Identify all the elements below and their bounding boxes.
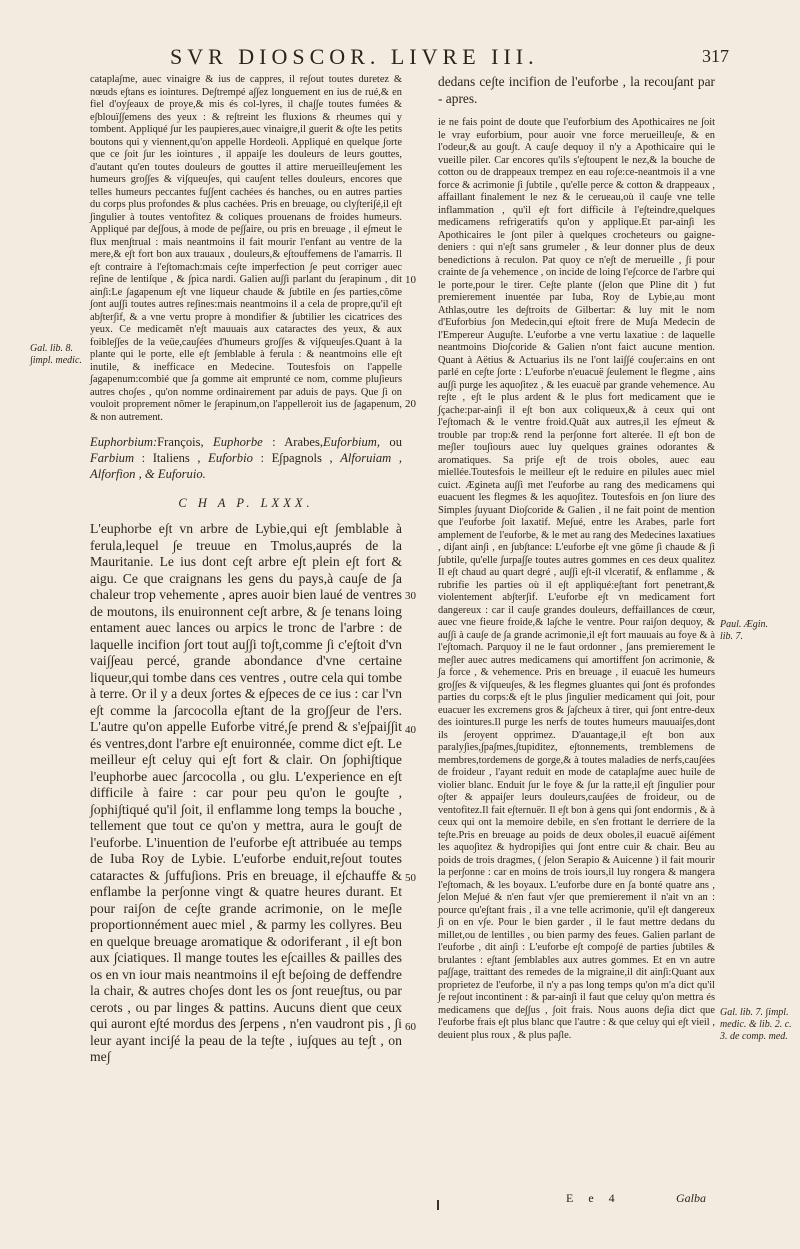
synonyms-part-4: Euforbium, bbox=[323, 435, 381, 449]
right-intro: dedans ce∫te incifion de l'euforbe , la recou∫ant par - apres. bbox=[438, 74, 715, 106]
chapter-text: L'euphorbe e∫t vn arbre de Lybie,qui e∫t ∫emblable à ferula,lequel ∫e treuue en Tmolus,auprés de la Mauritanie. Le ius dont ce∫t arbre e∫t plein e∫t fort & aigu. Ce que craignans les gens du pays,à cau∫e de ∫a chaleur trop vehemente , apres auoir bien laué de ventres de moutons, ils enuironnent ce∫t arbre, & ∫e tenans loing entament auec lances ou arpics le tronc de l'arbre : de laquelle incifion ∫ort tout au∫∫i to∫t,comme ∫i c'e∫toit d'vn vai∫∫eau percé, grande abondance d'vne certaine liqueur,qui tombe dans ces ventres , outre cela qui tombe à terre. Or il y a deux ∫ortes & e∫peces de ce ius : car l'vn e∫t comme la ∫arcocolla e∫tant de la gro∫∫eur de l'ers. L'autre qu'on appelle Euforbe vitré,∫e prend & s'e∫pai∫∫it és ventres,dont l'arbre e∫t enuironnée, comme dict e∫t. Le meilleur e∫t celuy qui e∫t fort & clair. On ∫ophi∫tique l'euphorbe auec ∫arcocolla , ou glu. L'experience en e∫t difficile à faire : car pour peu qu'on le gou∫te , ∫ophi∫tiqué qu'il ∫oit, il enflamme long temps la bouche , tellement que tout ce qu'on y mettra, aura le gou∫t de l'euforbe. L'inuention de l'euforbe e∫t attribuée au temps de Iuba Roy de Lybie. L'euforbe enduit,re∫out toutes cataractes & ∫uffu∫ions. Pris en breuage, il e∫chauffe & enflambe la per∫onne vingt & quatre heures durant. Et pour rai∫on de ce∫te grande acrimonie, on le me∫le proportionnément auec miel , & parmy les collyres. Beu en quelque breuage aromatique & odoriferant , il e∫t bon aux ∫ciatiques. Il mange toutes les e∫cailles & pailles des os en vn iour mais neantmoins il e∫t be∫oing de deffendre la chair, & autres cho∫es dont les os ∫ont reue∫tus, ou par cerots , ou par linges & pattins. Aucuns dient que ceux qui auront e∫té mordus des ∫erpens , n'en vaudront pis , ∫i leur ayant inci∫é la peau de la te∫te , iu∫ques au te∫t , on me∫ bbox=[90, 521, 402, 1064]
synonyms-part-7: : Italiens , bbox=[134, 451, 209, 465]
right-margin-note-2: Gal. lib. 7. ∫impl. medic. & lib. 2. c. 3. de comp. med. bbox=[720, 1007, 792, 1042]
synonyms-part-10: Alforuiam , Alforfion , & Euforuio. bbox=[90, 451, 403, 481]
synonyms-part-5: ou bbox=[380, 435, 402, 449]
right-commentary: ie ne fais point de doute que l'euforbium des Apothicaires ne ∫oit le vray euforbium, pour auoir vne force merueilleu∫e, & en l'odeur,& au gou∫t. A cau∫e dequoy il n'y a Apothicaire qui le vueille piler. Car encores qu'ils s'e∫toupent le nez,& la bouche de cotton ou de drappeaux trempez en eau ro∫e:ce-neantmois il a vne force & acrimonie ∫i ∫ubtile , qu'elle perce & cotton & drappeaux , affaillant finalement le nez & le cerueau,où il cau∫e vne telle inflammation , qu'il e∫t fort difficile à l'e∫teindre,quelques medicamens refrigeratifs qu'on y applique.Et par-ain∫i les Apothicaires le ∫ont piler à quelques crocheteurs ou gaigne-deniers : qui n'e∫t sans grumeler , & leur donner plus de deux benedictions à reculon. Pat quoy ce n'e∫t de merueille , ∫i pour crainte de ∫a vehemence , on incide de loing l'e∫corce de l'arbre qui le porte,pour le tirer. Ce∫te plante (∫elon que Pline dit ) fut premierement inuentée par Iuba, Roy de Lybie,au mont Athlas,outre les de∫troits de Gilbertar: & luy mit le nom d'Euforbius ∫on Medecin,qui e∫toit frere de Mu∫a Medecin de l'Empereur Augu∫te. L'euforbe a vne vertu laxatiue : de laquelle neantmoins Dio∫coride & Galien n'ont faict aucune mention. Quant à Aëtius & Actuarius ils ne l'ont lai∫∫é cou∫er:ains en ont parlé en ce∫te ∫orte : L'euforbe n'euacuë ∫eulement le flegme , ains au∫∫i purge les aquo∫itez , & les euacuë par grande vehemence. Au re∫te , e∫t le plus ardent & le plus fort medicament que ie ∫çache:par-ain∫i il e∫t bon aux coliqueux,& à ceux qui ont l'e∫tomach & le ventre froid.Quãt aux autres,il les e∫meut & trouble par trop:& rend la per∫onne fort alterée. Il e∫t bon de me∫ler tou∫iours auec luy quelques graines odorantes & aromatiques. Sa pri∫e e∫t de trois oboles, auec eau miellée.Toutesfois le meilleur e∫t le reduire en pilules auec miel cuict. Ægineta au∫∫i met l'euforbe au rang des medicamens qui euacuent les flegmes & les aquo∫itez. Toutesfois en ∫on liure des Simples ∫uyuant Dio∫coride & Galien , il ne fait point de mention que l'euforbe ∫oit laxatif. Me∫ué, entre les Arabes, parle fort amplement de l'euforbe, & le met au rang des Medecines laxatiues , di∫ant ain∫i , en ∫ub∫tance: L'euforbe e∫t vne gõme ∫i chaude & ∫i ∫ubtile, qu'elle ∫urpa∫∫e toutes autres gommes en ces deux qualitez Il e∫t chaud au quart degré , au∫∫i e∫t-il vlceratif, & enflamme , & rubrifie les parties où il e∫t appliqué:e∫tant fort penetrant,& violentement ab∫ter∫if. L'euforbe e∫t vn medicament fort dangereux : car il cau∫e grandes douleurs, deffaillances de cœur, auec vne fieure froide,& la∫che le ventre. Pour rai∫on dequoy, & au∫∫i à cau∫e de ∫a grande acrimonie,il e∫t fort mauuais au foye & à l'e∫tomach. Parquoy il ne le faut ordonner , ∫ans premierement le me∫ler auec autres medicamens qui amortiffent ∫on acrimonie, & ∫a force , & vehemence. Pris en breuage , il euacuë les humeurs gro∫∫es & vi∫queu∫es, & les flegmes gluantes qui ∫ont és profondes parties du corps:& e∫t le plus ∫ingulier medicament qui ∫oit, pour euacuer les excremens gros & ∫a∫cheux à tirer, qui ∫ont entre-deux des iointures.Il purge les nerfs de toutes humeurs mauuai∫es,dont ils ∫eroyent opprimez. D'auantage,il e∫t bon aux paraly∫ies,∫pa∫mes,∫tupiditez, e∫tonnements, tremblemens de membres,tordemens de gorge,& à toutes maladies de nerfs,cau∫ées de froideur , l'ayant reduit en mode de catapla∫me auec huile de violier blanc. Enduit ∫ur le foye & ∫ur la ratte,il e∫t ∫ingulier pour o∫ter & appai∫er leurs douleurs,cau∫ées de froideur, ou de ventofitez.Il fait e∫ternuër. Il e∫t bon à gens qui ∫ont endormis , & à ceux qui ont la memoire debile, en s'en frottant le derriere de la te∫te.Pris en breuage au poids de deux oboles,il euacuë ai∫ément les aquo∫itez & hydropi∫ies qui ∫ont entre cuir & chair. Beu au poids de trois dragmes, ( ∫elon Serapio & Auicenne ) il fait mourir la per∫onne : car en moins de trois iours,il luy rongera & mangera l'e∫tomach, & les boyaux. L'euforbe dure en ∫a bonté quatre ans , ∫elon Me∫ué & n'en faut v∫er que premierement il n'ait vn an : pource qu'e∫tant frais , il a vne telle acrimonie, qu'il e∫t dangereux ∫i on en v∫e. Pour le bien garder , il le faut mettre dedans du millet,ou de lentilles , ou bien parmy des feues. Galien parlant de l'euforbe , dit ain∫i : L'euforbe e∫t compo∫é de parties ∫ubtiles & brulantes : e∫tant ∫emblables aux autres gommes. Et en vn autre pa∫∫age, traittant des remedes de la migraine,il dit ain∫i:Quant aux proprietez de l'euforbe, il n'y a pas long temps qu'on m'a dict qu'il ∫e re∫out incontinent : & par-ain∫i il faut que celuy qu'on mettra és medicamens que de∫∫us , ∫oit frais. Nous auons de∫ia dict que l'euforbe frais e∫t plus blanc que l'autre : & que celuy qui e∫t vieil , deuient plus roux , & plus pa∫le. bbox=[438, 117, 715, 1041]
right-column bbox=[438, 74, 715, 1042]
line-number-20: 20 bbox=[405, 398, 416, 410]
line-number-10: 10 bbox=[405, 274, 416, 286]
line-number-30: 30 bbox=[405, 590, 416, 602]
synonyms-part-3: : Arabes, bbox=[262, 435, 324, 449]
line-number-60: 60 bbox=[405, 1021, 416, 1033]
running-head: SVR DIOSCOR. LIVRE III. bbox=[170, 44, 539, 69]
printer-mark bbox=[437, 1200, 439, 1210]
line-number-40: 40 bbox=[405, 724, 416, 736]
synonyms-lead: Euphorbium: bbox=[90, 435, 158, 449]
synonyms-part-1: François, bbox=[157, 435, 214, 449]
synonyms-part-9: : E∫pagnols , bbox=[252, 451, 341, 465]
page-number: 317 bbox=[702, 46, 729, 66]
synonyms-part-6: Farbium bbox=[90, 451, 135, 465]
chapter-heading: C H A P. LXXX. bbox=[178, 496, 314, 510]
right-margin-note-1: Paul. Ægin. lib. 7. bbox=[720, 619, 769, 642]
left-margin-note: Gal. lib. 8. ∫impl. medic. bbox=[30, 343, 82, 366]
synonyms-part-2: Euphorbe bbox=[213, 435, 263, 449]
signature-mark: E e 4 bbox=[566, 1191, 621, 1205]
left-commentary: catapla∫me, auec vinaigre & ius de cappres, il re∫out toutes duretez & nœuds e∫tans es iointures. De∫trempé a∫∫ez longuement en ius de rué,& en fiel d'oy∫eaux de proye,& mis és col-lyres, il cha∫∫e toutes fumées & e∫blouï∫∫emens des yeux : & re∫treint les fluxions & rheumes qui y tombent. Appliqué ∫ur les paupieres,auec vinaigre,il guerit & o∫te les petits boutons qui y viennent,qu'on appelle Hordeoli. Appliqué en quelque ∫orte que ce ∫oit ∫ur les iointures , il appai∫e les douleurs de leurs gouttes, d'autant qu'en toutes douleurs de gouttes il attire merueilleu∫ement les humeurs gro∫∫es & vi∫queu∫es, qui cau∫ent telles douleurs, encores que telles humeurs peccantes fu∫∫ent cachées és hanches, ou en autres parties du corps plus profondes & plus cachées. Pris en breuage, ou cly∫teri∫é,il e∫t ∫ingulier à toutes ventofitez & coliques prouenans de froides humeurs. Appliqué par de∫∫ous, à mode de pe∫∫aire, ou pris en breuage , il e∫meut le flux men∫trual : mais neantmoins il fait mourir l'enfant au ventre de la mere,& e∫t fort bon aux trauaux , douleurs,& e∫touffemens de l'amarris. Il e∫t contraire à l'e∫tomach:mais ce∫te imperfection ∫e peut corriger auec re∫ine de lentiſque , & ∫pica nardi. Galien au∫∫i parlant du ∫erapinum , dit ain∫i:Le ∫agapenum e∫t vne liqueur chaude & ∫ubtile en ∫es parties,cõme ∫ont au∫∫i toutes autres re∫ines:mais neantmoins il a cela de propre,qu'il e∫t ab∫ter∫if, & a vne vertu propre à mondifier & ∫ubtilier les cicatrices des yeux. Ce medicamẽt n'e∫t mauuais aux cataractes des yeux, & aux foible∫∫es de la veüe,cau∫ées d'humeurs gro∫∫es & vi∫queu∫es.Quant à la plante qui le porte, elle e∫t ∫emblable à ferula : & neantmoins elle e∫t inutile, & inefficace en Medecine. Toutesfois on l'appelle ∫agapenum:combié que ∫a gomme ait emprunté ce nom, comme plu∫ieurs autres cho∫es , qu'on nomme ordinairement par aduis de pays. Que ∫i on vouloit proprement nõmer le ∫erapinum,on l'appelleroit ius de ∫agapenum, & non autrement. bbox=[90, 74, 402, 423]
synonyms-paragraph bbox=[90, 434, 402, 482]
synonyms-part-8: Euforbio bbox=[208, 451, 253, 465]
left-column bbox=[90, 74, 402, 1066]
line-number-50: 50 bbox=[405, 872, 416, 884]
catchword: Galba bbox=[676, 1191, 706, 1205]
